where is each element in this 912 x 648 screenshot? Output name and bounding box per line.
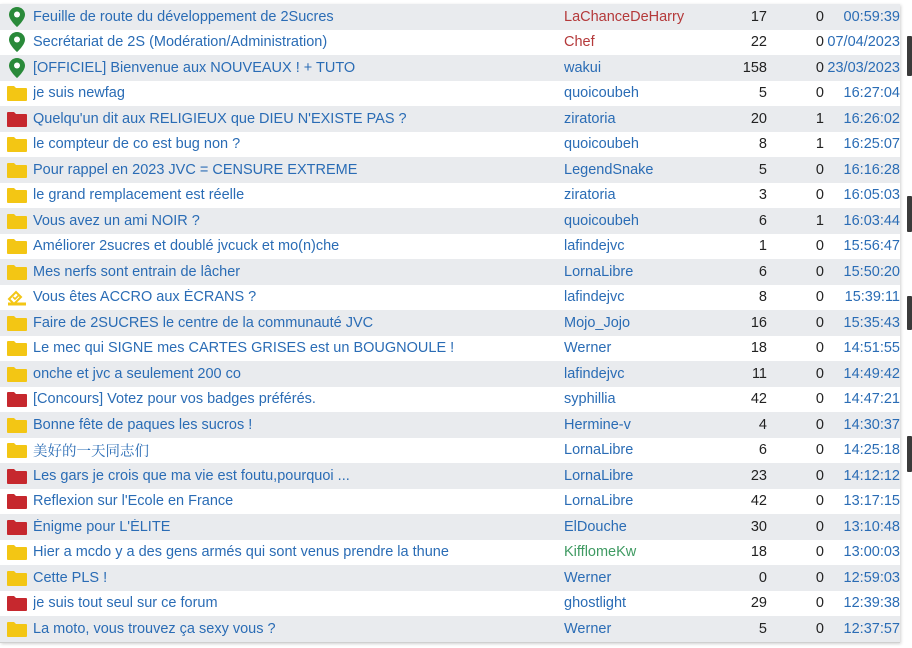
topic-secondary-count: 0 xyxy=(815,238,824,255)
topic-subject-link[interactable]: [OFFICIEL] Bienvenue aux NOUVEAUX ! + TUTO xyxy=(33,59,356,76)
topic-reply-count: 18 xyxy=(750,340,767,357)
topic-last-post-time[interactable]: 00:59:39 xyxy=(843,8,900,25)
topic-author-link[interactable]: ziratoria xyxy=(564,187,616,204)
topic-reply-count: 23 xyxy=(750,467,767,484)
topic-reply-count: 11 xyxy=(751,365,767,382)
topic-row[interactable] xyxy=(0,387,900,413)
topic-subject-link[interactable]: onche et jvc a seulement 200 co xyxy=(33,365,241,382)
topic-row[interactable] xyxy=(0,591,900,617)
topic-secondary-count: 0 xyxy=(815,263,824,280)
topic-row[interactable] xyxy=(0,285,900,311)
topic-last-post-time[interactable]: 13:00:03 xyxy=(843,544,900,561)
folder-yellow-icon xyxy=(0,340,33,356)
topic-author-link[interactable]: wakui xyxy=(564,59,602,76)
topic-subject-link[interactable]: Bonne fête de paques les sucros ! xyxy=(33,416,253,433)
topic-secondary-count: 0 xyxy=(815,161,824,178)
folder-yellow-icon xyxy=(0,238,33,254)
topic-last-post-time[interactable]: 16:16:28 xyxy=(843,161,900,178)
topic-secondary-count: 0 xyxy=(815,340,824,357)
topic-row[interactable] xyxy=(0,540,900,566)
topic-author-link[interactable]: quoicoubeh xyxy=(564,85,639,102)
folder-yellow-icon xyxy=(0,621,33,637)
topic-reply-count: 158 xyxy=(742,59,767,76)
topic-reply-count: 3 xyxy=(758,187,767,204)
topic-secondary-count: 0 xyxy=(815,442,824,459)
topic-author-link[interactable]: Werner xyxy=(564,620,612,637)
topic-last-post-time[interactable]: 13:10:48 xyxy=(843,518,900,535)
topic-reply-count: 5 xyxy=(758,85,767,102)
folder-yellow-icon xyxy=(0,264,33,280)
topic-last-post-time[interactable]: 23/03/2023 xyxy=(827,59,900,76)
topic-author-link[interactable]: lafindejvc xyxy=(564,238,625,255)
topic-last-post-time[interactable]: 14:51:55 xyxy=(843,340,900,357)
folder-yellow-icon xyxy=(0,417,33,433)
topic-secondary-count: 0 xyxy=(815,518,824,535)
pin-icon xyxy=(0,32,33,52)
topic-secondary-count: 0 xyxy=(815,391,824,408)
topic-secondary-count: 0 xyxy=(815,595,824,612)
topic-row[interactable] xyxy=(0,438,900,464)
topic-reply-count: 29 xyxy=(750,595,767,612)
topic-row[interactable] xyxy=(0,259,900,285)
topic-secondary-count: 0 xyxy=(815,493,824,510)
topic-subject-link[interactable]: Faire de 2SUCRES le centre de la communauté JVC xyxy=(33,314,374,331)
folder-yellow-icon xyxy=(0,544,33,560)
folder-red-icon xyxy=(0,519,33,535)
topic-secondary-count: 0 xyxy=(815,187,824,204)
scrollbar-fragment[interactable] xyxy=(907,36,912,76)
topic-reply-count: 5 xyxy=(758,161,767,178)
topic-last-post-time[interactable]: 15:56:47 xyxy=(843,238,900,255)
topic-list xyxy=(0,4,900,643)
topic-subject-link[interactable]: 美好的一天同志们 xyxy=(33,443,149,460)
topic-secondary-count: 0 xyxy=(815,8,824,25)
topic-subject-link[interactable]: Hier a mcdo y a des gens armés qui sont venus prendre la thune xyxy=(33,544,449,561)
topic-last-post-time[interactable]: 12:59:03 xyxy=(843,569,900,586)
topic-row[interactable] xyxy=(0,30,900,56)
topic-row[interactable] xyxy=(0,336,900,362)
topic-subject-link[interactable]: Le mec qui SIGNE mes CARTES GRISES est un BOUGNOULE ! xyxy=(33,340,455,357)
topic-author-link[interactable]: LaChanceDeHarry xyxy=(564,8,685,25)
topic-row[interactable] xyxy=(0,132,900,158)
topic-subject-link[interactable]: Mes nerfs sont entrain de lâcher xyxy=(33,263,241,280)
topic-secondary-count: 0 xyxy=(815,467,824,484)
topic-reply-count: 6 xyxy=(758,212,767,229)
topic-row[interactable] xyxy=(0,208,900,234)
topic-row[interactable] xyxy=(0,157,900,183)
topic-subject-link[interactable]: Vous êtes ACCRO aux ÉCRANS ? xyxy=(33,289,257,306)
topic-reply-count: 5 xyxy=(758,620,767,637)
topic-author-link[interactable]: Mojo_Jojo xyxy=(564,314,631,331)
topic-secondary-count: 0 xyxy=(815,416,824,433)
topic-row[interactable] xyxy=(0,361,900,387)
topic-row[interactable] xyxy=(0,310,900,336)
topic-author-link[interactable]: ElDouche xyxy=(564,518,627,535)
topic-secondary-count: 0 xyxy=(815,569,824,586)
topic-last-post-time[interactable]: 16:05:03 xyxy=(843,187,900,204)
topic-row[interactable] xyxy=(0,106,900,132)
topic-secondary-count: 0 xyxy=(815,620,824,637)
topic-row[interactable] xyxy=(0,55,900,81)
topic-reply-count: 6 xyxy=(758,442,767,459)
folder-yellow-icon xyxy=(0,187,33,203)
topic-row[interactable] xyxy=(0,514,900,540)
topic-author-link[interactable]: syphillia xyxy=(564,391,616,408)
topic-author-link[interactable]: Hermine-v xyxy=(564,416,631,433)
pin-icon xyxy=(0,7,33,27)
topic-secondary-count: 0 xyxy=(815,544,824,561)
folder-yellow-icon xyxy=(0,162,33,178)
topic-author-link[interactable]: ghostlight xyxy=(564,595,627,612)
topic-reply-count: 22 xyxy=(750,34,767,51)
folder-yellow-icon xyxy=(0,213,33,229)
topic-last-post-time[interactable]: 14:47:21 xyxy=(843,391,900,408)
topic-reply-count: 0 xyxy=(758,569,767,586)
topic-last-post-time[interactable]: 07/04/2023 xyxy=(827,34,900,51)
topic-last-post-time[interactable]: 15:39:11 xyxy=(844,289,900,306)
topic-subject-link[interactable]: le compteur de co est bug non ? xyxy=(33,136,241,153)
topic-row[interactable] xyxy=(0,489,900,515)
topic-last-post-time[interactable]: 16:03:44 xyxy=(843,212,900,229)
topic-author-link[interactable]: LegendSnake xyxy=(564,161,654,178)
folder-red-icon xyxy=(0,111,33,127)
topic-last-post-time[interactable]: 16:27:04 xyxy=(843,85,900,102)
topic-subject-link[interactable]: Pour rappel en 2023 JVC = CENSURE EXTREME xyxy=(33,161,358,178)
topic-last-post-time[interactable]: 13:17:15 xyxy=(843,493,900,510)
topic-subject-link[interactable]: Cette PLS ! xyxy=(33,569,108,586)
topic-row[interactable] xyxy=(0,234,900,260)
topic-last-post-time[interactable]: 14:12:12 xyxy=(843,467,900,484)
scrollbar-fragment[interactable] xyxy=(907,296,912,330)
topic-row[interactable] xyxy=(0,183,900,209)
topic-subject-link[interactable]: Reflexion sur l'Ecole en France xyxy=(33,493,234,510)
topic-row[interactable] xyxy=(0,616,900,642)
topic-author-link[interactable]: quoicoubeh xyxy=(564,212,639,229)
topic-subject-link[interactable]: Les gars je crois que ma vie est foutu,pourquoi ... xyxy=(33,467,350,484)
topic-last-post-time[interactable]: 15:50:20 xyxy=(843,263,900,280)
topic-subject-link[interactable]: Améliorer 2sucres et doublé jvcuck et mo(n)che xyxy=(33,238,340,255)
topic-subject-link[interactable]: Quelqu'un dit aux RELIGIEUX que DIEU N'EXISTE PAS ? xyxy=(33,110,407,127)
topic-reply-count: 18 xyxy=(750,544,767,561)
topic-author-link[interactable]: Werner xyxy=(564,569,612,586)
topic-secondary-count: 0 xyxy=(815,85,824,102)
topic-subject-link[interactable]: je suis newfag xyxy=(33,85,125,102)
topic-reply-count: 30 xyxy=(750,518,767,535)
topic-secondary-count: 0 xyxy=(815,59,824,76)
topic-author-link[interactable]: lafindejvc xyxy=(564,289,625,306)
folder-red-icon xyxy=(0,595,33,611)
folder-yellow-icon xyxy=(0,570,33,586)
topic-subject-link[interactable]: Énigme pour L'ÉLITE xyxy=(33,518,171,535)
topic-reply-count: 6 xyxy=(758,263,767,280)
topic-reply-count: 4 xyxy=(758,416,767,433)
topic-author-link[interactable]: LornaLibre xyxy=(564,263,634,280)
topic-subject-link[interactable]: La moto, vous trouvez ça sexy vous ? xyxy=(33,620,276,637)
topic-author-link[interactable]: LornaLibre xyxy=(564,442,634,459)
topic-author-link[interactable]: ziratoria xyxy=(564,110,616,127)
topic-secondary-count: 0 xyxy=(815,314,824,331)
pin-icon xyxy=(0,58,33,78)
folder-yellow-icon xyxy=(0,366,33,382)
topic-reply-count: 8 xyxy=(758,289,767,306)
folder-red-icon xyxy=(0,468,33,484)
topic-last-post-time[interactable]: 15:35:43 xyxy=(843,314,900,331)
topic-last-post-time[interactable]: 12:37:57 xyxy=(843,620,900,637)
topic-last-post-time[interactable]: 12:39:38 xyxy=(843,595,900,612)
poll-icon xyxy=(0,288,33,306)
folder-red-icon xyxy=(0,493,33,509)
topic-last-post-time[interactable]: 16:26:02 xyxy=(843,110,900,127)
topic-secondary-count: 1 xyxy=(815,136,824,153)
topic-subject-link[interactable]: Feuille de route du développement de 2Sucres xyxy=(33,8,334,25)
folder-yellow-icon xyxy=(0,85,33,101)
topic-author-link[interactable]: Werner xyxy=(564,340,612,357)
topic-author-link[interactable]: LornaLibre xyxy=(564,493,634,510)
folder-yellow-icon xyxy=(0,442,33,458)
topic-last-post-time[interactable]: 14:25:18 xyxy=(843,442,900,459)
topic-author-link[interactable]: LornaLibre xyxy=(564,467,634,484)
folder-yellow-icon xyxy=(0,136,33,152)
topic-reply-count: 16 xyxy=(750,314,767,331)
topic-row[interactable] xyxy=(0,565,900,591)
topic-secondary-count: 0 xyxy=(815,289,824,306)
topic-last-post-time[interactable]: 14:30:37 xyxy=(843,416,900,433)
topic-author-link[interactable]: lafindejvc xyxy=(564,365,625,382)
topic-reply-count: 20 xyxy=(750,110,767,127)
topic-subject-link[interactable]: Vous avez un ami NOIR ? xyxy=(33,212,200,229)
topic-author-link[interactable]: KifflomeKw xyxy=(564,544,637,561)
topic-row[interactable] xyxy=(0,81,900,107)
folder-yellow-icon xyxy=(0,315,33,331)
topic-reply-count: 17 xyxy=(750,8,767,25)
topic-reply-count: 8 xyxy=(758,136,767,153)
topic-reply-count: 1 xyxy=(758,238,767,255)
topic-subject-link[interactable]: Secrétariat de 2S (Modération/Administration) xyxy=(33,34,328,51)
topic-reply-count: 42 xyxy=(750,493,767,510)
topic-row[interactable] xyxy=(0,4,900,30)
topic-secondary-count: 1 xyxy=(815,212,824,229)
topic-last-post-time[interactable]: 14:49:42 xyxy=(843,365,900,382)
topic-last-post-time[interactable]: 16:25:07 xyxy=(843,136,900,153)
scrollbar-fragment[interactable] xyxy=(907,436,912,472)
scrollbar-fragment[interactable] xyxy=(907,196,912,232)
topic-reply-count: 42 xyxy=(750,391,767,408)
topic-secondary-count: 1 xyxy=(815,110,824,127)
topic-row[interactable] xyxy=(0,463,900,489)
folder-red-icon xyxy=(0,391,33,407)
topic-row[interactable] xyxy=(0,412,900,438)
topic-subject-link[interactable]: le grand remplacement est réelle xyxy=(33,187,245,204)
topic-subject-link[interactable]: je suis tout seul sur ce forum xyxy=(33,595,218,612)
topic-author-link[interactable]: Chef xyxy=(564,34,595,51)
topic-secondary-count: 0 xyxy=(815,34,824,51)
topic-subject-link[interactable]: [Concours] Votez pour vos badges préférés. xyxy=(33,391,316,408)
topic-secondary-count: 0 xyxy=(815,365,824,382)
topic-author-link[interactable]: quoicoubeh xyxy=(564,136,639,153)
